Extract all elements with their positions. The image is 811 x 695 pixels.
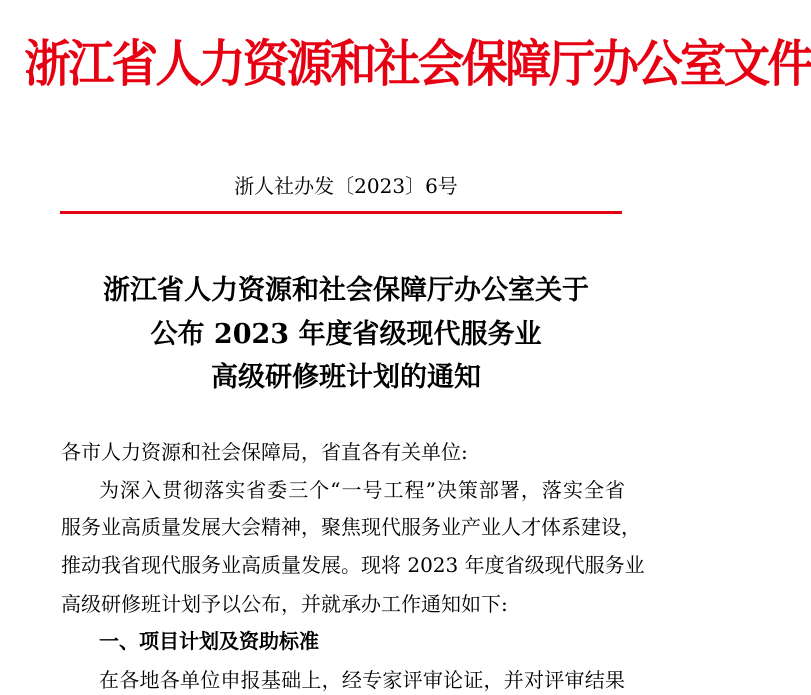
notice-title-line-3: 高级研修班计划的通知 [211, 362, 481, 393]
section-heading: 一、项目计划及资助标准 [99, 629, 319, 653]
salutation: 各市人力资源和社会保障局，省直各有关单位: [61, 440, 468, 464]
section-first-line: 在各地各单位申报基础上，经专家评审论证，并对评审结果 [99, 668, 625, 692]
document-number: 浙人社办发〔2023〕6号 [234, 174, 458, 198]
paragraph-line-4: 高级研修班计划予以公布，并就承办工作通知如下: [61, 592, 508, 616]
issuer-header-title: 浙江省人力资源和社会保障厅办公室文件 [24, 34, 811, 93]
notice-title-line-1: 浙江省人力资源和社会保障厅办公室关于 [103, 275, 589, 306]
paragraph-line-3: 推动我省现代服务业高质量发展。现将 2023 年度省级现代服务业 [61, 553, 645, 577]
notice-title-line-2: 公布 2023 年度省级现代服务业 [150, 319, 542, 350]
paragraph-line-2: 服务业高质量发展大会精神，聚焦现代服务业产业人才体系建设， [61, 515, 641, 539]
paragraph-line-1: 为深入贯彻落实省委三个“一号工程”决策部署，落实全省 [99, 478, 625, 502]
red-separator-line [60, 211, 622, 214]
